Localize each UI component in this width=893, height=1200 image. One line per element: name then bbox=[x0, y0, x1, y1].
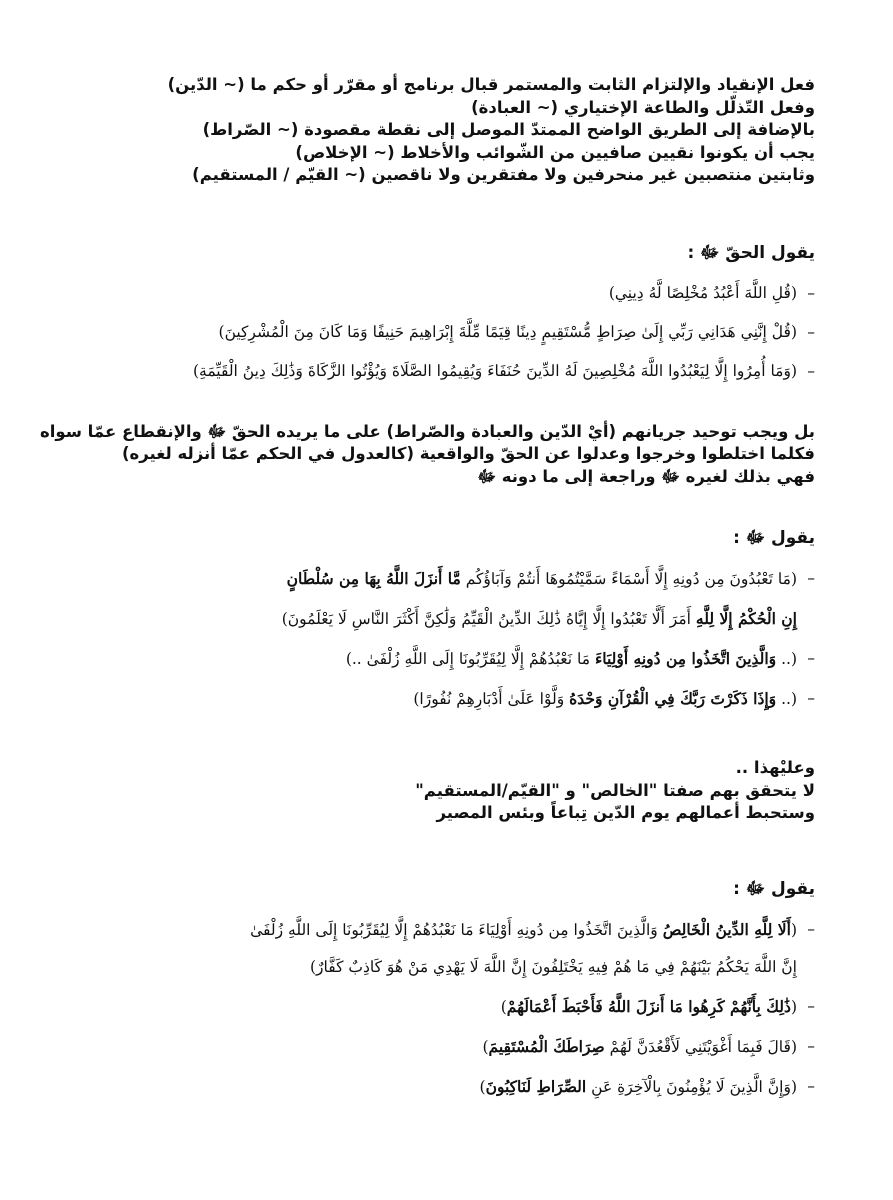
verse-text: مَا نَعْبُدُهُمْ إِلَّا لِيُقَرِّبُونَا إِلَى اللَّهِ زُلْفَىٰ ..) bbox=[345, 650, 595, 668]
conclusion-line: لا يتحقق بهم صفتا "الخالص" و "القيّم/المستقيم" bbox=[415, 780, 815, 800]
conclusion-line: وستحبط أعمالهم يوم الدّين تِباعاً وبئس المصير bbox=[436, 803, 815, 822]
verse-emphasis: إِنِ الْحُكْمُ إِلَّا لِلَّهِ bbox=[695, 609, 797, 628]
verses-section-3 bbox=[78, 877, 815, 1099]
verse-emphasis: أَلَا لِلَّهِ الدِّينُ الْخَالِصُ bbox=[662, 919, 791, 939]
verse-text: (.. bbox=[776, 650, 797, 668]
verse-text: وَالَّذِينَ اتَّخَذُوا مِن دُونِهِ أَوْلِيَاءَ مَا نَعْبُدُهُمْ إِلَّا لِيُقَرِّبُونَا إِلَى اللَّهِ زُلْفَىٰ bbox=[250, 920, 663, 939]
verses-section-2 bbox=[78, 526, 815, 711]
verse-text: (قُلْ إِنَّنِي هَدَانِي رَبِّي إِلَىٰ صِرَاطٍ مُّسْتَقِيمٍ دِينًا قِيَمًا مِّلَّةَ إِبْرَاهِيمَ حَنِيفًا وَمَا كَانَ مِنَ الْمُشْرِكِينَ) bbox=[218, 322, 797, 341]
bullet-dash: – bbox=[807, 649, 815, 667]
intro-line: فعل الإنقياد والإلتزام الثابت والمستمر قبال برنامج أو مقرّر أو حكم ما (~ الدّين) bbox=[167, 75, 815, 94]
intro-line: بالإضافة إلى الطريق الواضح الممتدّ الموصل إلى نقطة مقصودة (~ الصّراط) bbox=[202, 120, 815, 139]
para-line: فكلما اختلطوا وخرجوا وعدلوا عن الحقّ والواقعية (كالعدول في الحكم عمّا أنزله لغيره) bbox=[121, 444, 815, 463]
verse-text: أَمَرَ أَلَّا تَعْبُدُوا إِلَّا إِيَّاهُ ذَٰلِكَ الدِّينُ الْقَيِّمُ وَلَٰكِنَّ أَكْثَرَ النَّاسِ لَا يَعْلَمُونَ) bbox=[281, 610, 696, 628]
verse-emphasis: الصِّرَاطِ لَنَاكِبُونَ bbox=[485, 1076, 587, 1096]
verse-list bbox=[78, 918, 815, 1099]
bullet-dash: – bbox=[807, 361, 815, 380]
verse-item bbox=[78, 1075, 815, 1099]
verse-text: إِنَّ اللَّهَ يَحْكُمُ بَيْنَهُمْ فِي مَا هُمْ فِيهِ يَخْتَلِفُونَ إِنَّ اللَّهَ لَا يَهْدِي مَنْ هُوَ كَاذِبٌ كَفَّارٌ) bbox=[310, 957, 797, 976]
verse-emphasis: ذَٰلِكَ بِأَنَّهُمْ كَرِهُوا مَا أَنزَلَ اللَّهُ فَأَحْبَطَ أَعْمَالَهُمْ bbox=[506, 996, 791, 1016]
verse-text: (قَالَ فَبِمَا أَغْوَيْتَنِي لَأَقْعُدَنَّ لَهُمْ bbox=[604, 1037, 797, 1056]
verse-emphasis: صِرَاطَكَ الْمُسْتَقِيمَ bbox=[488, 1036, 605, 1056]
intro-line: يجب أن يكونوا نقيين صافيين من الشّوائب والأخلاط (~ الإخلاص) bbox=[295, 142, 815, 162]
bullet-dash: – bbox=[807, 689, 815, 707]
conclusion-line: وعليْهذا .. bbox=[735, 758, 815, 777]
verse-text: ) bbox=[500, 997, 507, 1016]
verse-item bbox=[78, 687, 815, 711]
bullet-dash: – bbox=[807, 283, 815, 302]
verse-item bbox=[78, 647, 815, 671]
section-heading: يقول الحقّ ﷻ : bbox=[687, 242, 815, 263]
verse-text: (قُلِ اللَّهَ أَعْبُدُ مُخْلِصًا لَّهُ دِينِي) bbox=[608, 283, 797, 302]
verse-emphasis: مَّا أَنزَلَ اللَّهُ بِهَا مِن سُلْطَانٍ bbox=[286, 569, 461, 588]
section-heading: يقول ﷻ : bbox=[733, 528, 815, 548]
verse-item bbox=[78, 567, 815, 631]
verse-text: ) bbox=[482, 1037, 489, 1056]
bullet-dash: – bbox=[807, 996, 815, 1015]
bullet-dash: – bbox=[807, 1036, 815, 1055]
bullet-dash: – bbox=[807, 919, 815, 938]
verse-emphasis: وَالَّذِينَ اتَّخَذُوا مِن دُونِهِ أَوْلِيَاءَ bbox=[594, 649, 777, 668]
verses-section-1 bbox=[78, 241, 815, 383]
bullet-dash: – bbox=[807, 322, 815, 341]
para-line: بل ويجب توحيد جريانهم (أيْ الدّين والعبادة والصّراط) على ما يريده الحقّ ﷻ والإنقطاع عمّا سواه bbox=[39, 421, 815, 441]
unification-paragraph bbox=[39, 421, 815, 489]
verse-text: (مَا تَعْبُدُونَ مِن دُونِهِ إِلَّا أَسْمَاءً سَمَّيْتُمُوهَا أَنتُمْ وَآبَاؤُكُم bbox=[460, 570, 797, 588]
verse-text: ( bbox=[790, 997, 797, 1016]
verse-text: ( bbox=[790, 920, 797, 939]
verse-item bbox=[78, 918, 815, 979]
intro-definitions bbox=[78, 74, 815, 187]
verse-list bbox=[78, 567, 815, 711]
verse-text: ) bbox=[479, 1077, 486, 1096]
verse-item bbox=[78, 995, 815, 1019]
verse-item bbox=[78, 282, 815, 305]
conclusion-block bbox=[78, 757, 815, 825]
verse-list bbox=[78, 282, 815, 383]
verse-item bbox=[78, 1035, 815, 1059]
bullet-dash: – bbox=[807, 569, 815, 587]
section-heading: يقول ﷻ : bbox=[733, 878, 815, 899]
verse-text: (.. bbox=[776, 690, 797, 708]
verse-text: (وَإِنَّ الَّذِينَ لَا يُؤْمِنُونَ بِالْآخِرَةِ عَنِ bbox=[586, 1077, 797, 1096]
verse-text: (وَمَا أُمِرُوا إِلَّا لِيَعْبُدُوا اللَّهَ مُخْلِصِينَ لَهُ الدِّينَ حُنَفَاءَ وَيُقِيمُوا الصَّلَاةَ وَيُؤْتُوا الزَّكَاةَ وَذَٰلِكَ دِينُ الْقَيِّمَةِ) bbox=[192, 361, 797, 380]
verse-item bbox=[78, 360, 815, 383]
para-line: فهي بذلك لغيره ﷻ وراجعة إلى ما دونه ﷻ bbox=[477, 466, 815, 486]
intro-line: وفعل التّذلّل والطاعة الإختياري (~ العبادة) bbox=[471, 97, 815, 117]
bullet-dash: – bbox=[807, 1076, 815, 1095]
verse-emphasis: وَإِذَا ذَكَرْتَ رَبَّكَ فِي الْقُرْآنِ وَحْدَهُ bbox=[569, 689, 777, 708]
intro-line: وثابتين منتصبين غير منحرفين ولا مفتقرين ولا ناقصين (~ القيّم / المستقيم) bbox=[192, 165, 815, 184]
verse-item bbox=[78, 321, 815, 344]
verse-text: وَلَّوْا عَلَىٰ أَدْبَارِهِمْ نُفُورًا) bbox=[413, 690, 570, 708]
